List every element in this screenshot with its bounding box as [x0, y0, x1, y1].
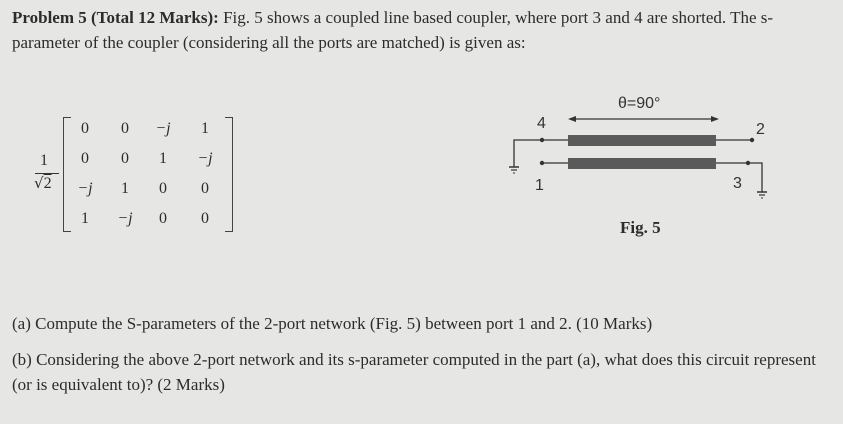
- sqrt-symbol: √: [34, 174, 44, 192]
- port2-terminal: [750, 138, 754, 142]
- length-arrow-left: [568, 116, 576, 122]
- port1-label: 1: [535, 177, 544, 194]
- matrix-cell: −j: [155, 120, 171, 137]
- matrix-cell: −j: [197, 150, 213, 167]
- matrix-cell: −j: [77, 180, 93, 197]
- matrix-cell: 0: [159, 210, 167, 227]
- matrix-cell: 0: [81, 150, 89, 167]
- problem-statement: [12, 5, 828, 55]
- port3-short-wire: [748, 163, 762, 192]
- problem-heading: Problem 5 (Total 12 Marks):: [12, 8, 219, 27]
- matrix-cell: −j: [117, 210, 133, 227]
- coupled-line-bottom: [568, 158, 716, 169]
- port3-label: 3: [733, 175, 742, 192]
- port4-short-wire: [514, 140, 542, 167]
- question-b: (b) Considering the above 2-port network and its s-parameter computed in the part (a), what does this circuit represent (or is equivalent to)? (2 Marks): [12, 350, 816, 394]
- figure-caption: Fig. 5: [620, 218, 661, 237]
- matrix-cell: 0: [201, 180, 209, 197]
- problem-text: Fig. 5 shows a coupled line based coupler, where port 3 and 4 are shorted. The s-parameter of the coupler (considering all the ports are matched) is given as:: [12, 8, 774, 52]
- sqrt-radicand: 2: [43, 175, 52, 192]
- prefactor-denominator: [34, 174, 52, 193]
- port4-label: 4: [537, 115, 546, 132]
- matrix-cell: 1: [121, 180, 129, 197]
- matrix-cell: 1: [159, 150, 167, 167]
- matrix-cell: 0: [201, 210, 209, 227]
- matrix-cell: 0: [121, 150, 129, 167]
- length-arrow-right: [711, 116, 719, 122]
- port2-label: 2: [756, 121, 765, 138]
- matrix-cell: 1: [81, 210, 89, 227]
- theta-label: θ=90°: [618, 95, 661, 112]
- matrix-cell: 1: [201, 120, 209, 137]
- question-a: (a) Compute the S-parameters of the 2-port network (Fig. 5) between port 1 and 2. (10 Marks): [12, 314, 653, 333]
- right-bracket: [225, 117, 233, 232]
- port1-terminal: [540, 161, 544, 165]
- matrix-cell: 0: [121, 120, 129, 137]
- matrix-cell: 0: [81, 120, 89, 137]
- matrix-cell: 0: [159, 180, 167, 197]
- coupled-line-top: [568, 135, 716, 146]
- s-parameter-matrix: [18, 112, 268, 242]
- prefactor-numerator: 1: [40, 152, 48, 169]
